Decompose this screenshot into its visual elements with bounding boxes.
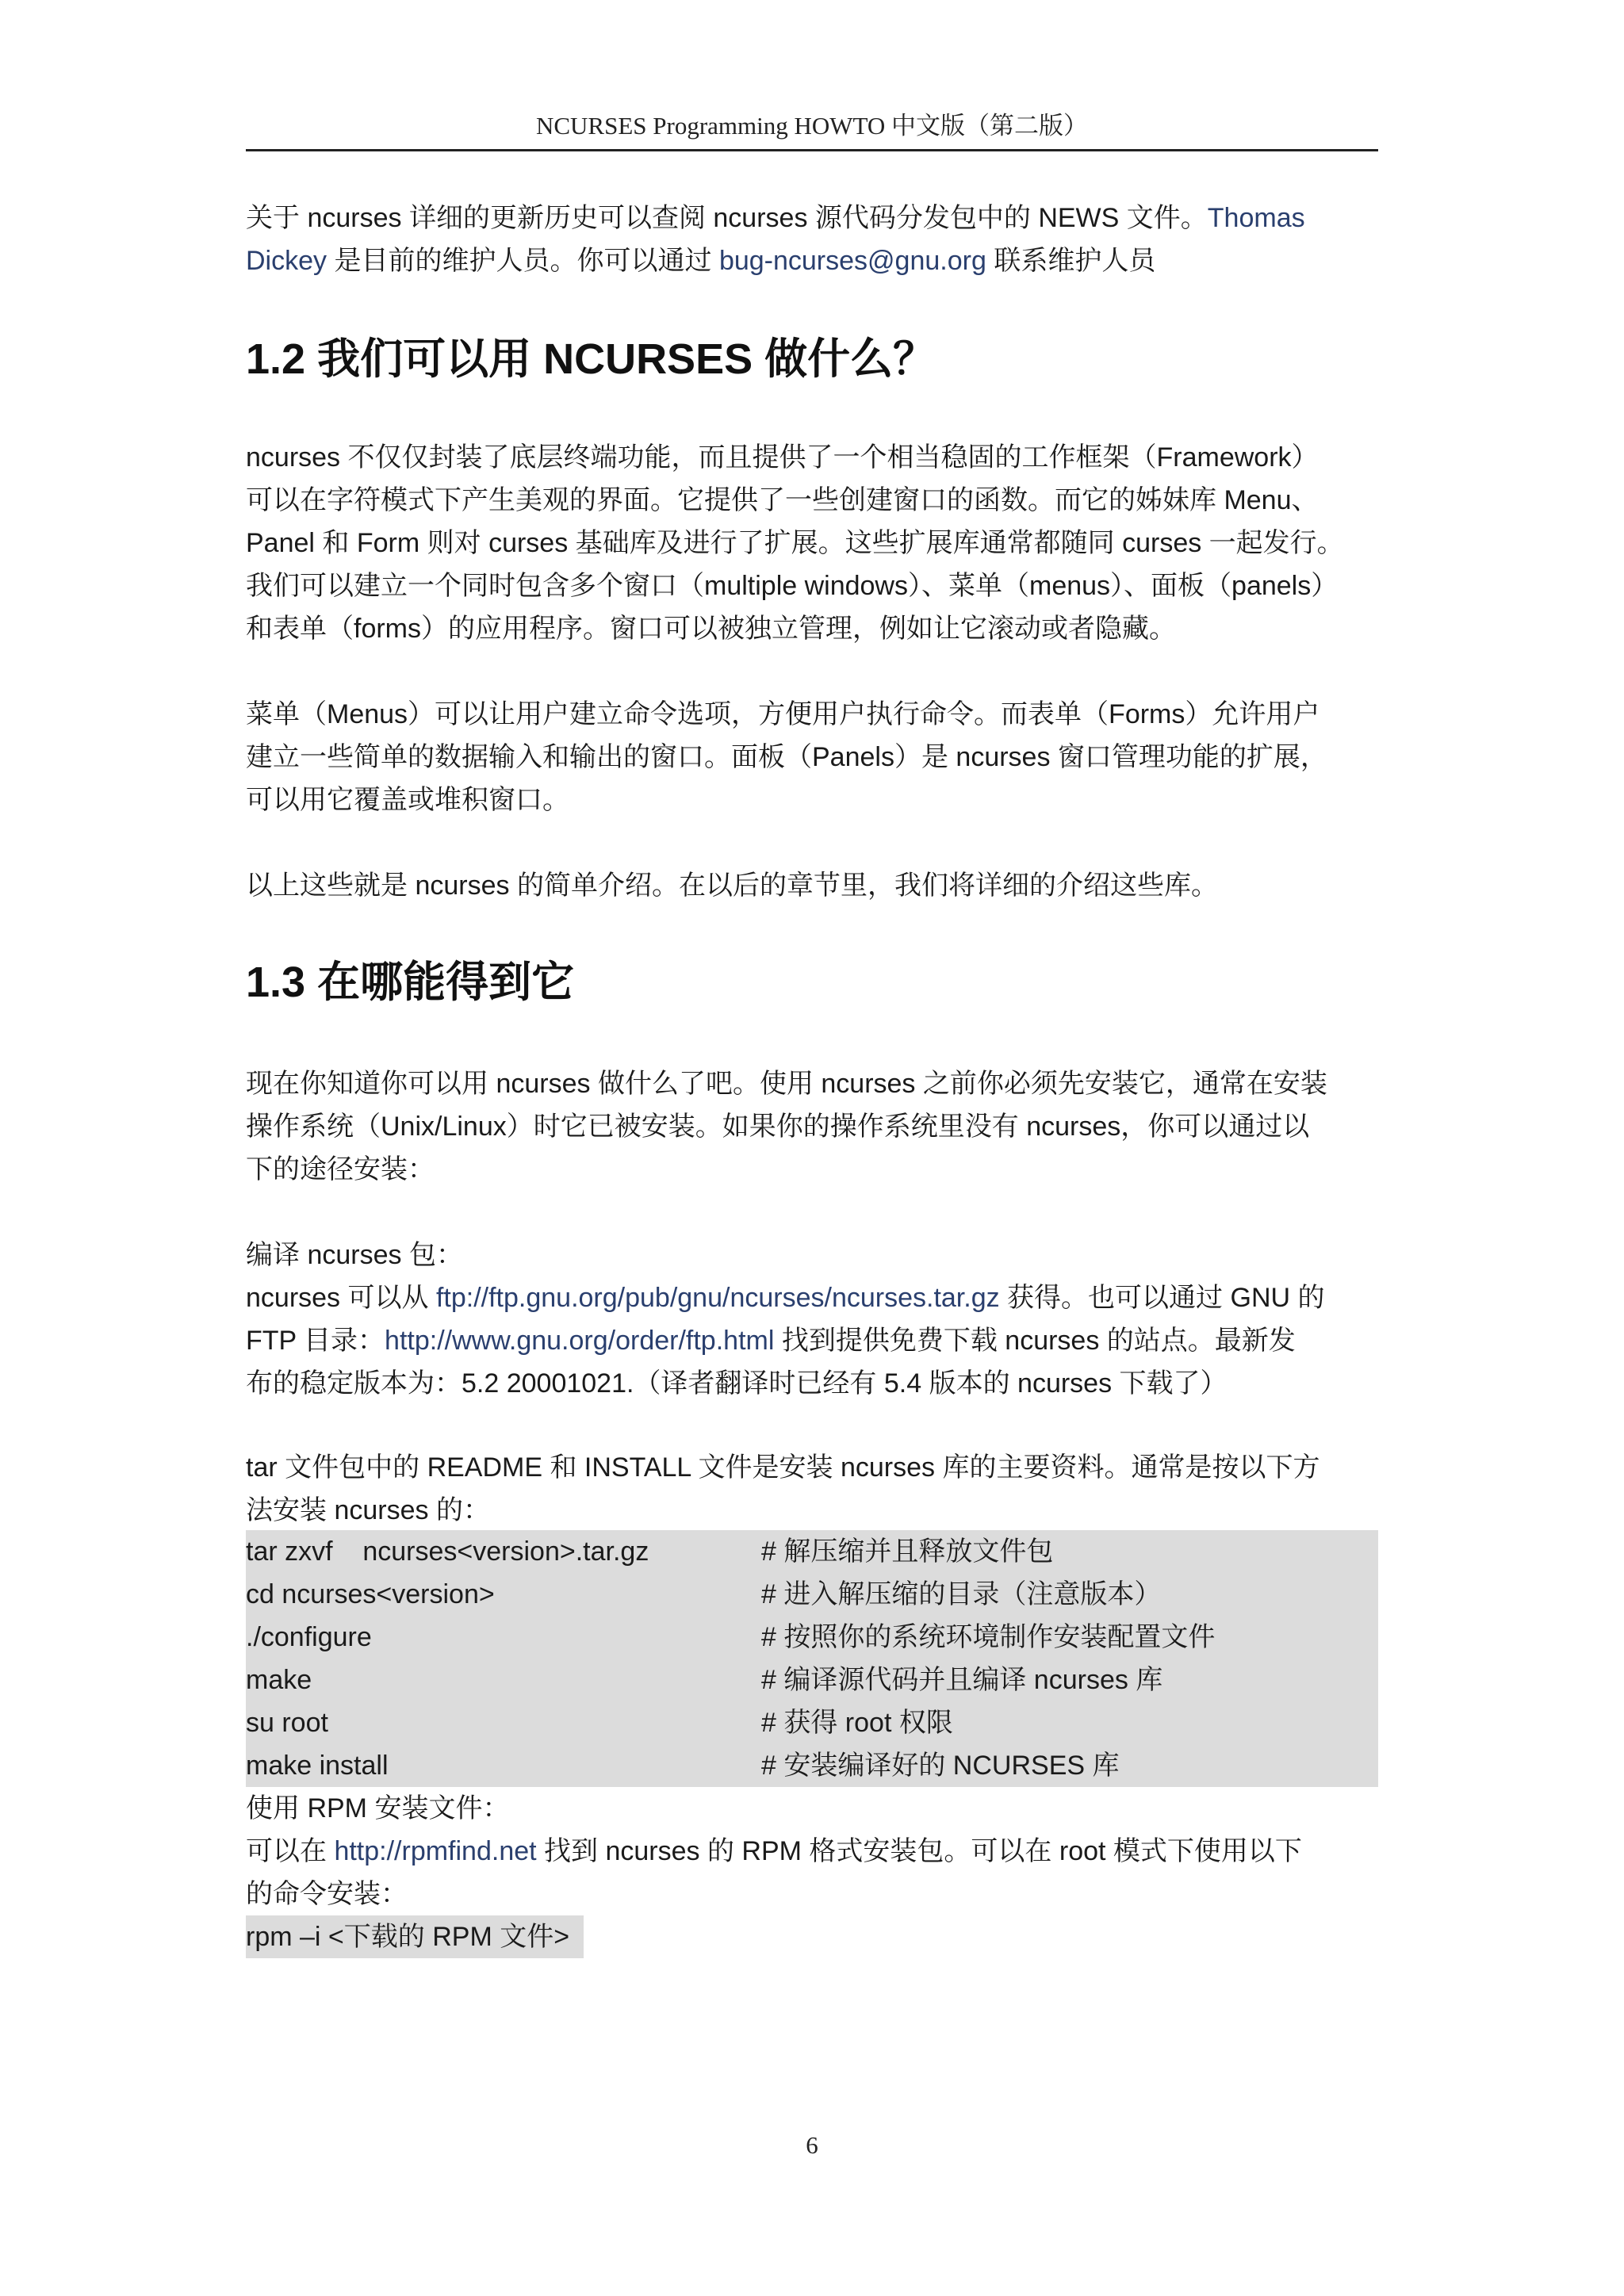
compile-text: FTP 目录：	[246, 1326, 385, 1356]
section-1-2-paragraph-2	[246, 693, 1378, 821]
page-number: 6	[806, 2131, 818, 2159]
running-header: NCURSES Programming HOWTO 中文版（第二版）	[246, 109, 1378, 151]
compile-line-1	[246, 1276, 1378, 1319]
paragraph-line: 可以在字符模式下产生美观的界面。它提供了一些创建窗口的函数。而它的姊妹库 Menu、	[246, 485, 1319, 515]
compile-line-3: 布的稳定版本为：5.2 20001021.（译者翻译时已经有 5.4 版本的 ncurses 下载了）	[246, 1368, 1228, 1399]
code-command: su root	[246, 1708, 328, 1738]
code-row	[246, 1530, 1378, 1573]
install-code-block	[246, 1530, 1378, 1787]
rpm-title: 使用 RPM 安装文件：	[246, 1793, 510, 1823]
code-command: make install	[246, 1751, 389, 1781]
code-command: cd ncurses<version>	[246, 1579, 495, 1609]
paragraph-line: 以上这些就是 ncurses 的简单介绍。在以后的章节里，我们将详细的介绍这些库。	[246, 871, 1218, 901]
code-row	[246, 1573, 1378, 1616]
rpm-line-1	[246, 1830, 1378, 1873]
paragraph-line: 操作系统（Unix/Linux）时它已被安装。如果你的操作系统里没有 ncurses，你可以通过以	[246, 1112, 1310, 1142]
compile-text: ncurses 可以从	[246, 1283, 436, 1313]
rpm-instructions	[246, 1787, 1378, 1915]
section-heading-1-3: 1.3 在哪能得到它	[246, 959, 575, 1006]
intro-text-3: 联系维护人员	[986, 246, 1156, 276]
install-line-1: tar 文件包中的 README 和 INSTALL 文件是安装 ncurses 库的主要资料。通常是按以下方	[246, 1452, 1320, 1483]
section-1-3-paragraph-1	[246, 1062, 1378, 1191]
gnu-ftp-directory-link[interactable]: http://www.gnu.org/order/ftp.html	[385, 1326, 775, 1356]
code-command: tar zxvf ncurses<version>.tar.gz	[246, 1536, 649, 1567]
paragraph-line: 现在你知道你可以用 ncurses 做什么了吧。使用 ncurses 之前你必须先安装它，通常在安装	[246, 1069, 1327, 1099]
ncurses-ftp-link[interactable]: ftp://ftp.gnu.org/pub/gnu/ncurses/ncurses.tar.gz	[435, 1283, 1000, 1313]
compile-text: 找到提供免费下载 ncurses 的站点。最新发	[774, 1326, 1296, 1356]
paragraph-line: ncurses 不仅仅封装了底层终端功能，而且提供了一个相当稳固的工作框架（Framework）	[246, 442, 1319, 473]
code-comment: # 获得 root 权限	[761, 1708, 953, 1738]
intro-text-1: 关于 ncurses 详细的更新历史可以查阅 ncurses 源代码分发包中的 NEWS 文件。	[246, 203, 1208, 233]
compile-instructions	[246, 1234, 1378, 1405]
rpm-text: 可以在	[246, 1836, 335, 1866]
intro-paragraph	[246, 197, 1378, 282]
intro-text-2: 是目前的维护人员。你可以通过	[327, 246, 719, 276]
intro-line-1	[246, 197, 1378, 239]
paragraph-line: 可以用它覆盖或堆积窗口。	[246, 785, 569, 815]
code-comment: # 安装编译好的 NCURSES 库	[761, 1751, 1120, 1781]
paragraph-line: Panel 和 Form 则对 curses 基础库及进行了扩展。这些扩展库通常都随同 curses 一起发行。	[246, 528, 1344, 558]
rpm-line-2: 的命令安装：	[246, 1879, 408, 1909]
rpm-command: rpm –i <下载的 RPM 文件>	[246, 1915, 584, 1958]
code-command: make	[246, 1665, 312, 1695]
section-1-2-paragraph-1	[246, 436, 1378, 650]
maintainer-surname-link[interactable]: Dickey	[246, 246, 327, 276]
code-row	[246, 1659, 1378, 1701]
paragraph-line: 和表单（forms）的应用程序。窗口可以被独立管理，例如让它滚动或者隐藏。	[246, 614, 1176, 644]
code-row	[246, 1701, 1378, 1744]
rpm-text: 找到 ncurses 的 RPM 格式安装包。可以在 root 模式下使用以下	[536, 1836, 1302, 1866]
paragraph-line: 我们可以建立一个同时包含多个窗口（multiple windows）、菜单（menus）、面板（panels）	[246, 571, 1339, 601]
compile-title: 编译 ncurses 包：	[246, 1240, 463, 1270]
rpmfind-link[interactable]: http://rpmfind.net	[334, 1836, 537, 1866]
install-intro	[246, 1446, 1378, 1532]
maintainer-name-link[interactable]: Thomas	[1207, 203, 1305, 233]
paragraph-line: 建立一些简单的数据输入和输出的窗口。面板（Panels）是 ncurses 窗口管理功能的扩展，	[246, 742, 1327, 772]
section-heading-1-2: 1.2 我们可以用 NCURSES 做什么？	[246, 335, 936, 383]
code-row	[246, 1616, 1378, 1659]
code-comment: # 进入解压缩的目录（注意版本）	[761, 1579, 1162, 1609]
compile-text: 获得。也可以通过 GNU 的	[999, 1283, 1325, 1313]
code-comment: # 按照你的系统环境制作安装配置文件	[761, 1622, 1216, 1652]
code-row	[246, 1744, 1378, 1787]
code-comment: # 解压缩并且释放文件包	[761, 1536, 1054, 1567]
code-comment: # 编译源代码并且编译 ncurses 库	[761, 1665, 1163, 1695]
maintainer-email-link[interactable]: bug-ncurses@gnu.org	[718, 246, 986, 276]
code-command: ./configure	[246, 1622, 372, 1652]
install-line-2: 法安装 ncurses 的：	[246, 1495, 490, 1525]
compile-line-2	[246, 1319, 1378, 1362]
intro-line-2	[246, 239, 1378, 282]
section-1-2-paragraph-3	[246, 864, 1378, 907]
paragraph-line: 下的途径安装：	[246, 1154, 435, 1184]
paragraph-line: 菜单（Menus）可以让用户建立命令选项，方便用户执行命令。而表单（Forms）允许用户	[246, 699, 1320, 729]
